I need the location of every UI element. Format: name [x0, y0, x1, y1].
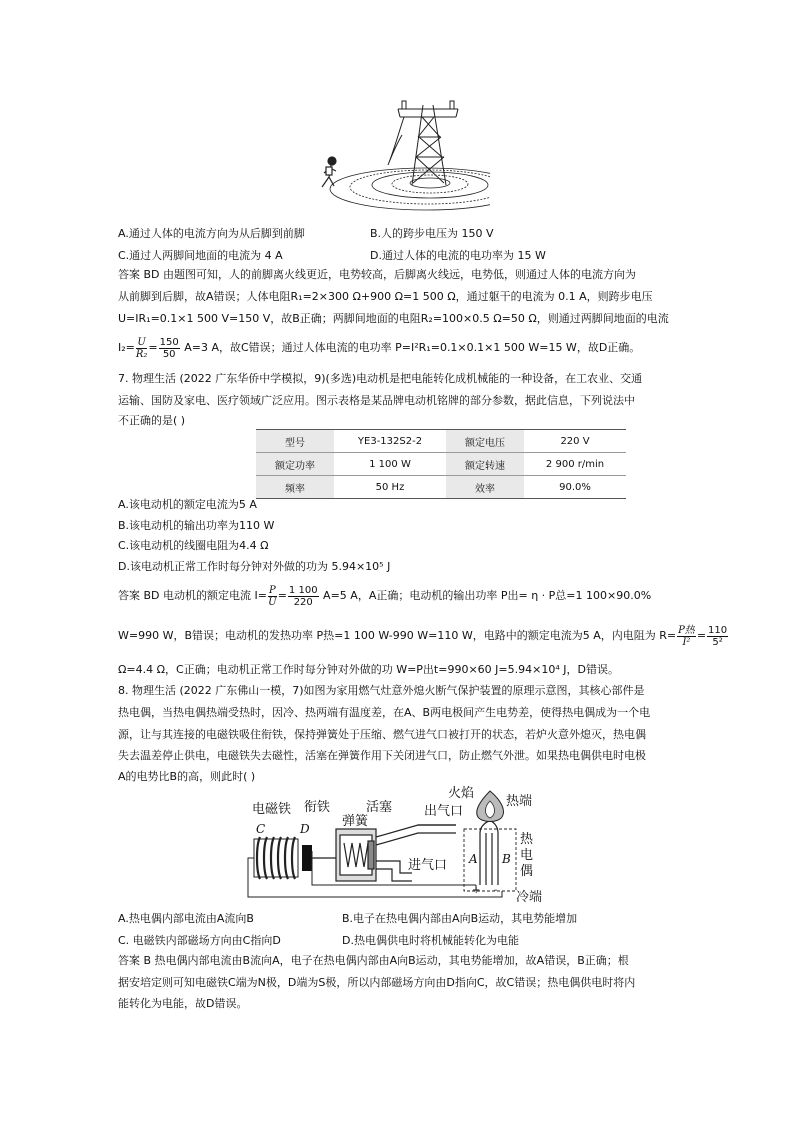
label-spring: 弹簧 [342, 814, 369, 829]
fraction-denominator: I² [682, 636, 691, 648]
armature-block [302, 845, 312, 871]
table-row [256, 476, 626, 499]
fraction-1100-over-220 [288, 585, 319, 608]
q7-option-d: D.该电动机正常工作时每分钟对外做的功为 5.94×10⁵ J [118, 560, 391, 573]
q8-answer-line-2: 据安培定则可知电磁铁C端为N极，D端为S极，所以内部磁场方向由D指向C，故C错误；热电偶供电时将内 [118, 976, 636, 989]
label-armature: 衔铁 [304, 800, 331, 815]
thermocouple-safety-diagram [240, 785, 560, 905]
label-c: C [256, 822, 266, 836]
fraction-denominator: 5² [712, 636, 723, 648]
label-electromagnet: 电磁铁 [252, 802, 292, 817]
label-flame: 火焰 [448, 786, 475, 801]
q8-option-d: D.热电偶供电时将机械能转化为电能 [342, 934, 519, 947]
q7-answer-line-2 [118, 618, 729, 654]
fraction-numerator: 110 [708, 624, 728, 636]
q7-answer-l1-pre: 答案 BD 电动机的额定电流 I= [118, 589, 267, 602]
label-hot-end: 热端 [506, 794, 533, 809]
table-cell: 额定电压 [446, 430, 524, 453]
thermocouple-rods [480, 821, 498, 885]
q6-answer-line-2: 从前脚到后脚，故A错误；人体电阻R₁=2×300 Ω+900 Ω=1 500 Ω，通过躯干的电流为 0.1 A，则跨步电压 [118, 290, 653, 303]
table-cell: 90.0% [559, 481, 591, 493]
q8-option-b: B.电子在热电偶内部由A向B运动，其电势能增加 [342, 912, 578, 925]
fraction-denominator: U [268, 596, 277, 608]
label-outlet: 出气口 [424, 804, 464, 819]
q7-option-c: C.该电动机的线圈电阻为4.4 Ω [118, 539, 269, 552]
q6-option-c: C.通过人两脚间地面的电流为 4 A [118, 249, 283, 262]
q8-stem-line-5: A的电势比B的高，则此时( ) [118, 770, 256, 783]
fraction-numerator: 150 [159, 336, 179, 348]
q8-stem-line-2: 热电偶，当热电偶热端受热时，因冷、热两端有温度差，在A、B两电极间产生电势差，使得热电偶成为一个电 [118, 706, 651, 719]
piston-block [368, 841, 374, 869]
table-cell: 50 Hz [375, 481, 405, 493]
fraction-110-over-25 [707, 625, 728, 648]
fraction-numerator: P [268, 584, 276, 596]
table-cell: 频率 [256, 476, 334, 499]
table-row [256, 453, 626, 476]
q8-answer-line-3: 能转化为电能，故D错误。 [118, 997, 248, 1010]
q6-answer-l4-pre: I₂= [118, 341, 135, 354]
ground-rings [330, 168, 490, 210]
q7-stem-line-2: 运输、国防及家电、医疗领域广泛应用。图示表格是某品牌电动机铭牌的部分参数，据此信息，下列说法中 [118, 394, 635, 407]
q6-option-d: D.通过人体的电流的电功率为 15 W [370, 249, 546, 262]
q8-option-a: A.热电偶内部电流由A流向B [118, 912, 254, 925]
label-plus: + [472, 885, 481, 896]
fraction-p-over-u [268, 585, 277, 608]
q8-option-c: C. 电磁铁内部磁场方向由C指向D [118, 934, 281, 947]
q7-option-b: B.该电动机的输出功率为110 W [118, 519, 275, 532]
label-inlet: 进气口 [408, 858, 448, 873]
label-minus: - [494, 885, 498, 896]
q7-answer-line-1 [118, 578, 651, 614]
fraction-150-over-50 [159, 337, 180, 360]
table-row [256, 430, 626, 453]
fraction-u-over-r2 [136, 337, 148, 360]
equals-sign: = [148, 341, 158, 354]
table-cell: 额定转速 [446, 453, 524, 476]
equals-sign: = [696, 629, 707, 642]
q8-stem-line-4: 失去温差停止供电，电磁铁失去磁性，活塞在弹簧作用下关闭进气口，防止燃气外泄。如果热电偶供电时电极 [118, 749, 646, 762]
electromagnet-coil [254, 837, 298, 879]
q7-stem-line-1: 7. 物理生活 (2022 广东华侨中学模拟，9)(多选)电动机是把电能转化成机械能的一种设备，在工农业、交通 [118, 372, 643, 385]
label-thermocouple-2: 电 [520, 848, 534, 863]
label-b: B [502, 852, 511, 866]
table-cell: 2 900 r/min [545, 458, 605, 470]
table-cell: YE3-132S2-2 [357, 435, 423, 447]
table-cell: 220 V [560, 435, 590, 447]
table-cell: 1 100 W [369, 458, 411, 470]
fraction-numerator: 1 100 [288, 584, 318, 596]
fraction-denominator: 220 [293, 596, 313, 608]
table-cell: 型号 [256, 430, 334, 453]
q6-answer-l4-post: A=3 A，故C错误；通过人体电流的电功率 P=I²R₁=0.1×0.1×1 500 W=15 W，故D正确。 [180, 341, 641, 354]
q8-answer-line-1: 答案 B 热电偶内部电流由B流向A，电子在热电偶内部由A向B运动，其电势能增加，故A错误，B正确；根 [118, 954, 629, 967]
equals-sign: = [277, 589, 287, 602]
q6-option-b: B.人的跨步电压为 150 V [370, 227, 494, 240]
q6-option-a: A.通过人体的电流方向为从后脚到前脚 [118, 227, 305, 240]
q7-answer-l1-post: A=5 A，A正确；电动机的输出功率 P出= η · P总=1 100×90.0% [319, 589, 652, 602]
q7-option-a: A.该电动机的额定电流为5 A [118, 498, 257, 511]
label-thermocouple-1: 热 [520, 832, 534, 847]
table-cell: 效率 [446, 476, 524, 499]
label-d: D [300, 822, 310, 836]
q6-answer-line-4 [118, 328, 640, 368]
step-voltage-illustration [300, 95, 490, 220]
q8-stem-line-1: 8. 物理生活 (2022 广东佛山一模，7)如图为家用燃气灶意外熄火断气保护装置的原理示意图，其核心部件是 [118, 684, 645, 697]
label-a: A [469, 852, 478, 866]
table-cell: 额定功率 [256, 453, 334, 476]
q7-answer-l2-pre: W=990 W，B错误；电动机的发热功率 P热=1 100 W-990 W=110 W，电路中的额定电流为5 A，内电阻为 R= [118, 629, 677, 642]
fraction-numerator: U [137, 336, 146, 348]
q6-answer-line-1: 答案 BD 由题图可知，人的前脚离火线更近，电势较高，后脚离火线远，电势低，则通过人体的电流方向为 [118, 268, 637, 281]
fraction-numerator: P热 [678, 624, 695, 636]
label-piston: 活塞 [366, 800, 393, 815]
q8-stem-line-3: 源，让与其连接的电磁铁吸住衔铁，保持弹簧处于压缩、燃气进气口被打开的状态，若炉火意外熄灭，热电偶 [118, 728, 646, 741]
q7-stem-line-3: 不正确的是( ) [118, 414, 186, 427]
q7-answer-line-3: Ω=4.4 Ω，C正确；电动机正常工作时每分钟对外做的功 W=P出t=990×60 J=5.94×10⁴ J，D错误。 [118, 663, 619, 676]
fraction-denominator: 50 [162, 348, 176, 360]
label-thermocouple-3: 偶 [520, 864, 534, 879]
fraction-denominator: R₂ [135, 348, 148, 360]
q6-answer-line-3: U=IR₁=0.1×1 500 V=150 V，故B正确；两脚间地面的电阻R₂=100×0.5 Ω=50 Ω，则通过两脚间地面的电流 [118, 312, 669, 325]
fraction-pheat-over-i2 [677, 625, 696, 648]
motor-spec-table [256, 429, 626, 499]
label-cold-end: 冷端 [516, 890, 543, 905]
